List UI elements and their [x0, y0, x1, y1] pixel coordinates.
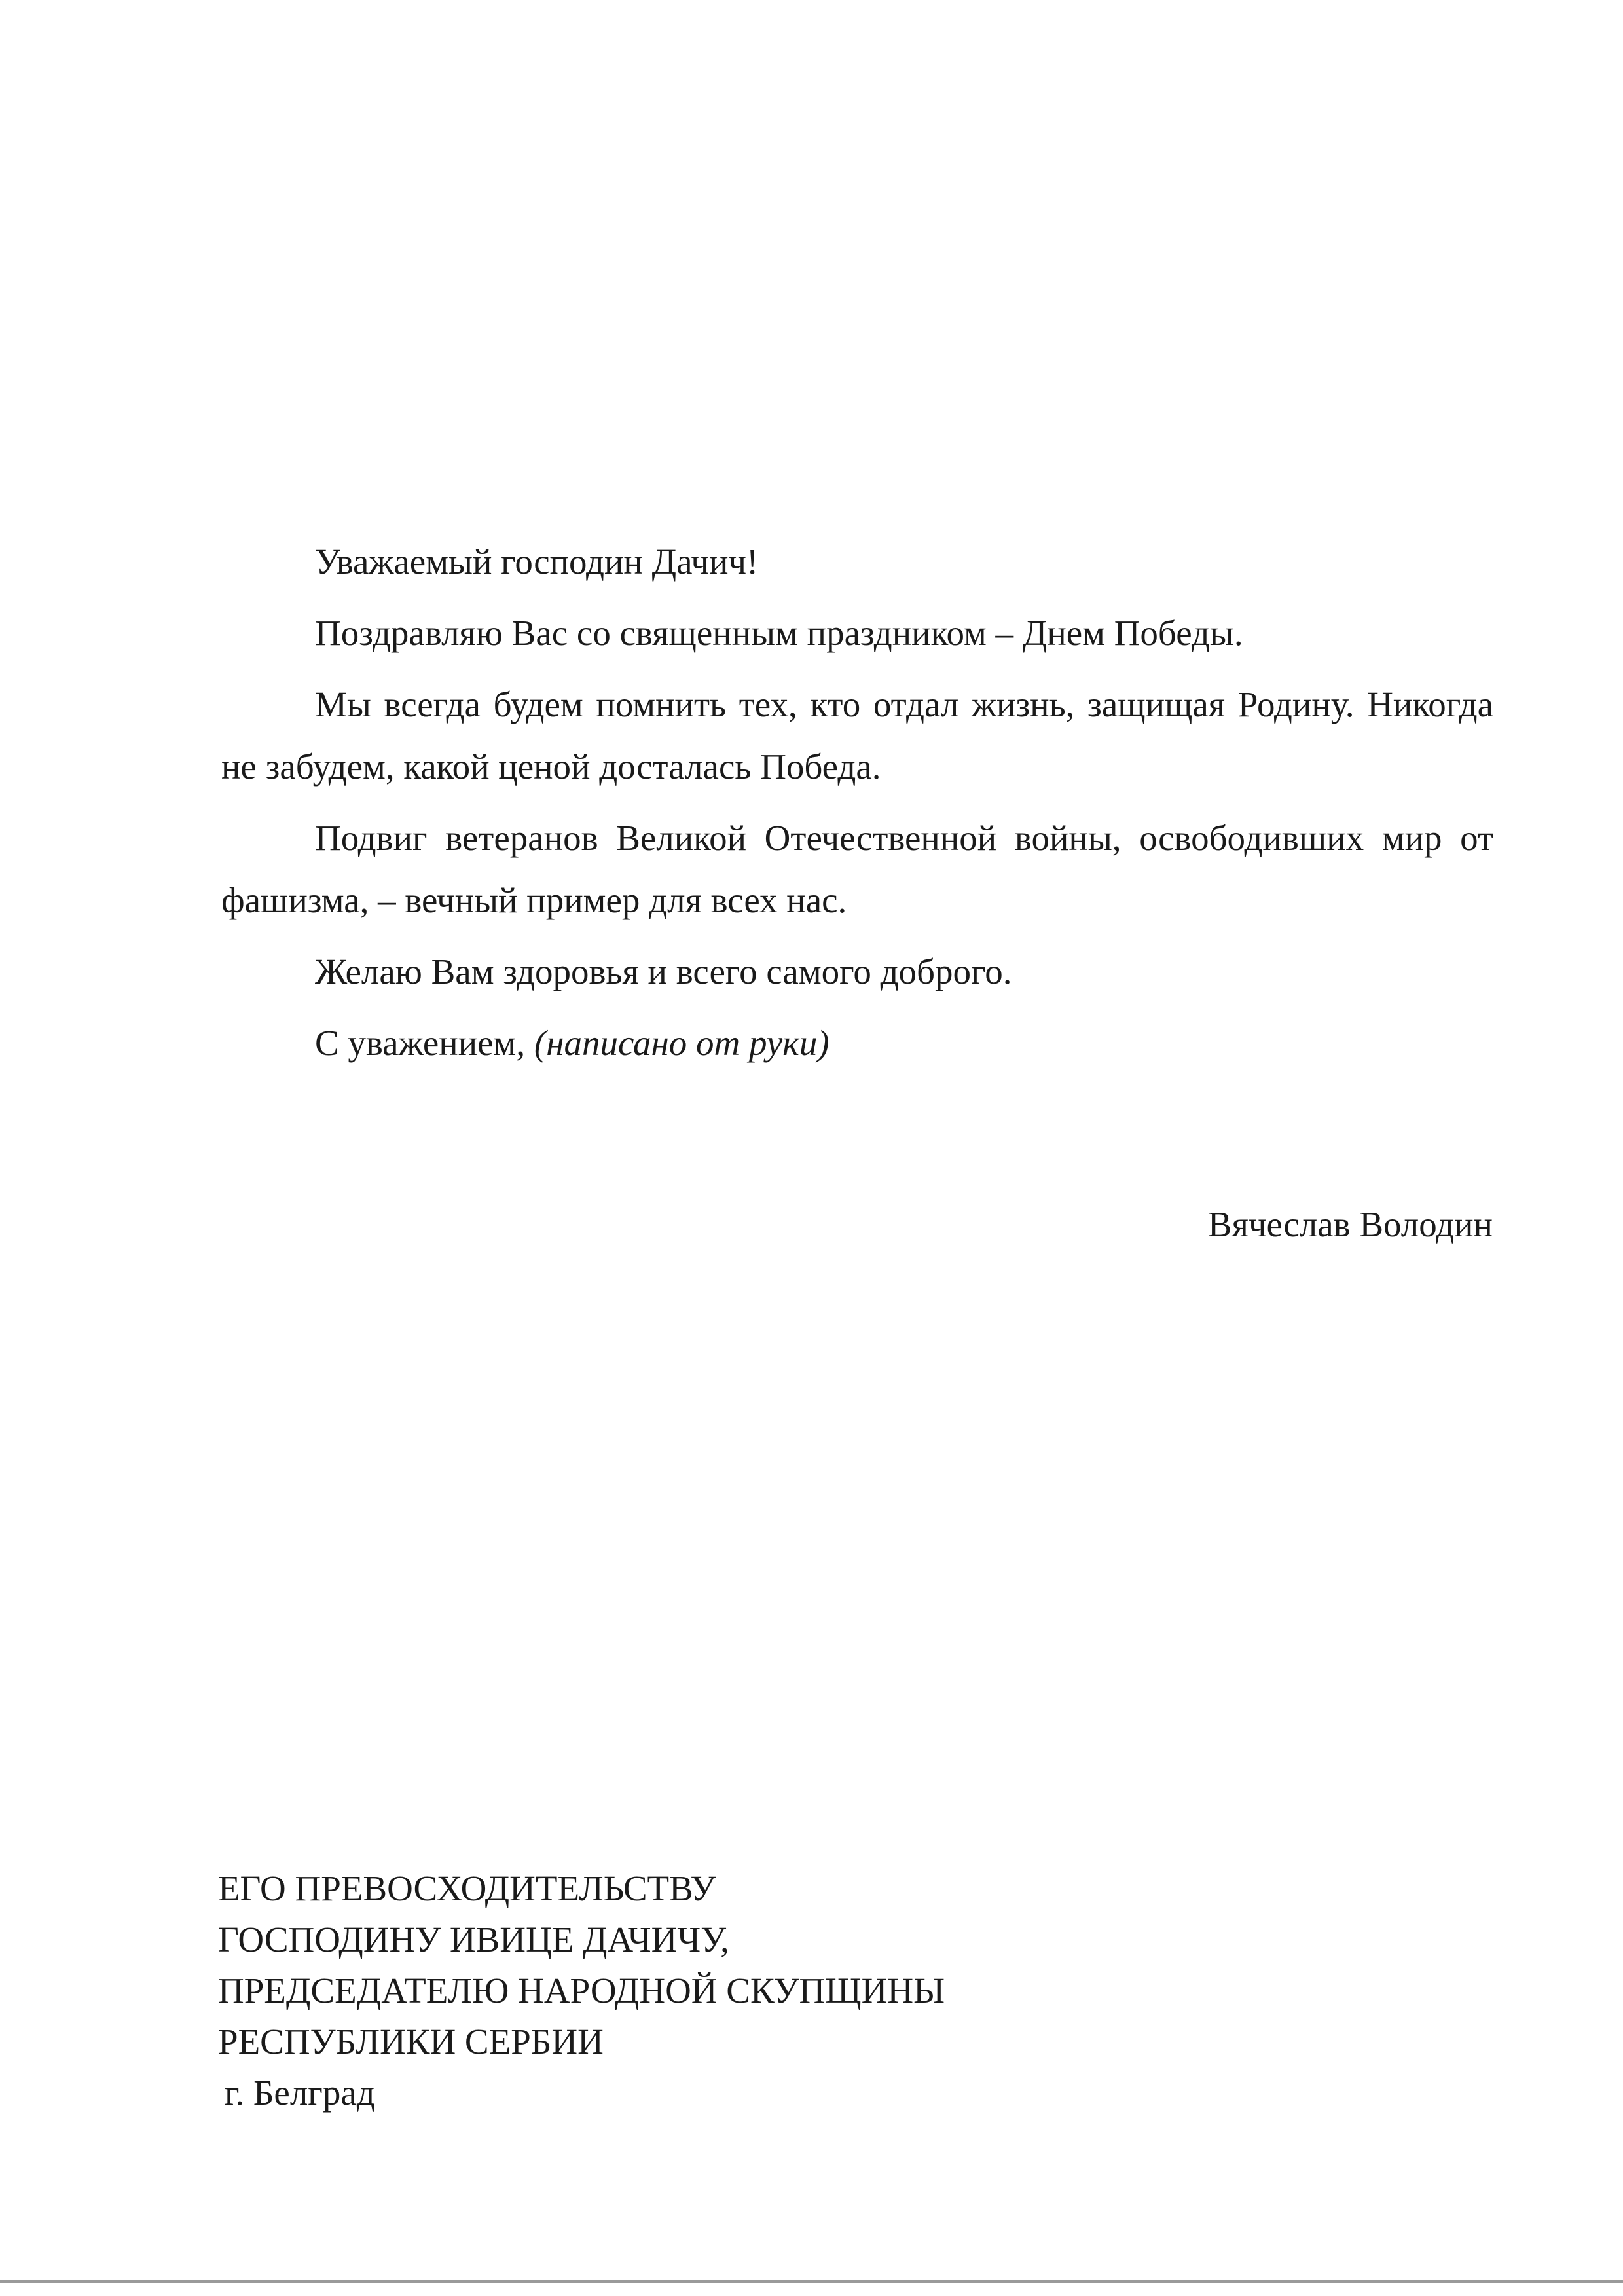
- closing-line: [221, 1012, 1493, 1074]
- closing-text: С уважением,: [315, 1023, 526, 1063]
- paragraph-veterans: Подвиг ветеранов Великой Отечественной войны, освободивших мир от фашизма, – вечный пример для всех нас.: [221, 818, 1493, 920]
- recipient-address: [218, 1863, 1396, 2119]
- paragraph-wishes: Желаю Вам здоровья и всего самого доброго.: [315, 952, 1012, 991]
- salutation: Уважаемый господин Дачич!: [315, 542, 759, 582]
- address-city: г. Белград: [225, 2073, 375, 2113]
- address-line-title: ЕГО ПРЕВОСХОДИТЕЛЬСТВУ: [218, 1868, 716, 1908]
- paragraph-remembrance: Мы всегда будем помнить тех, кто отдал жизнь, защищая Родину. Никогда не забудем, какой ценой досталась Победа.: [221, 684, 1493, 787]
- scan-bottom-edge: [0, 2280, 1623, 2283]
- handwritten-note: (написано от руки): [534, 1023, 830, 1063]
- signature-name: Вячеслав Володин: [1207, 1204, 1493, 1244]
- paragraph-congratulation: Поздравляю Вас со священным праздником – Днем Победы.: [315, 613, 1243, 653]
- address-line-position: ПРЕДСЕДАТЕЛЮ НАРОДНОЙ СКУПЩИНЫ: [218, 1971, 945, 2010]
- address-line-country: РЕСПУБЛИКИ СЕРБИИ: [218, 2022, 604, 2062]
- letter-body: [221, 530, 1493, 1083]
- address-line-name: ГОСПОДИНУ ИВИЦЕ ДАЧИЧУ,: [218, 1919, 729, 1959]
